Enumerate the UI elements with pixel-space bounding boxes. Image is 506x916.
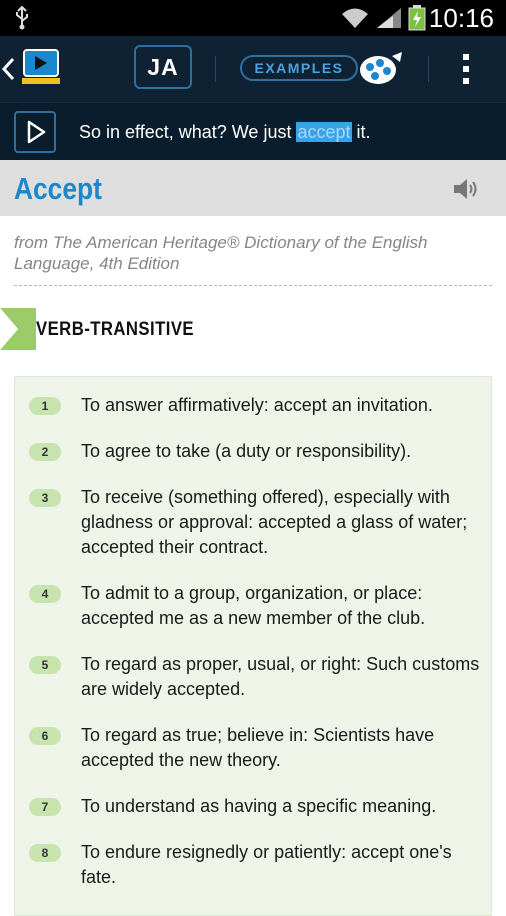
example-sentence <box>79 120 371 144</box>
app-bar <box>0 36 506 102</box>
definition-number: 8 <box>29 844 61 862</box>
play-button[interactable] <box>14 111 56 153</box>
definition-text: To answer affirmatively: accept an invitation. <box>81 395 433 415</box>
definition-number: 5 <box>29 656 61 674</box>
example-highlight: accept <box>297 122 351 142</box>
speaker-icon[interactable] <box>452 177 480 201</box>
divider <box>14 285 492 286</box>
definition-text: To regard as true; believe in: Scientists have accepted the new theory. <box>81 725 435 770</box>
play-icon <box>16 113 54 151</box>
app-logo-icon[interactable] <box>20 48 62 88</box>
clock: 10:16 <box>428 3 494 33</box>
definition-text: To understand as having a specific meaning. <box>81 796 437 816</box>
definition-text: To admit to a group, organization, or place: accepted me as a new member of the club. <box>81 583 426 628</box>
example-sentence-bar <box>0 102 506 161</box>
example-text-before: So in effect, what? We just <box>79 122 297 142</box>
signal-icon <box>375 6 403 30</box>
definition-text: To agree to take (a duty or responsibility). <box>81 441 412 461</box>
part-of-speech-label: VERB-TRANSITIVE <box>36 319 195 340</box>
language-button[interactable]: JA <box>134 45 192 89</box>
examples-button[interactable] <box>240 50 410 88</box>
definition-text: To receive (something offered), especially with gladness or approval: accepted a glass of water; accepted their contract. <box>81 487 468 557</box>
definitions-list <box>14 376 492 916</box>
example-text-after: it. <box>351 122 371 142</box>
back-arrow-icon[interactable] <box>0 54 18 84</box>
definition-number: 1 <box>29 397 61 415</box>
dictionary-source: from The American Heritage® Dictionary of the English Language, 4th Edition <box>14 233 428 273</box>
definition-number: 3 <box>29 489 61 507</box>
status-bar <box>0 0 506 36</box>
definition-number: 4 <box>29 585 61 603</box>
definition-text: To regard as proper, usual, or right: Such customs are widely accepted. <box>81 654 480 699</box>
separator <box>428 56 429 82</box>
separator <box>215 56 216 82</box>
definition-number: 2 <box>29 443 61 461</box>
definition-number: 7 <box>29 798 61 816</box>
definition-text: To endure resignedly or patiently: accept one's fate. <box>81 842 452 887</box>
definition-number: 6 <box>29 727 61 745</box>
word-header <box>0 160 506 216</box>
battery-charging-icon <box>408 5 426 31</box>
word-title: Accept <box>14 171 102 206</box>
overflow-menu-icon[interactable] <box>458 52 474 86</box>
examples-label: EXAMPLES <box>240 55 358 81</box>
usb-icon <box>14 6 30 30</box>
part-of-speech-flag-icon <box>0 308 36 350</box>
film-reel-icon <box>356 50 404 88</box>
wifi-icon <box>340 6 370 30</box>
